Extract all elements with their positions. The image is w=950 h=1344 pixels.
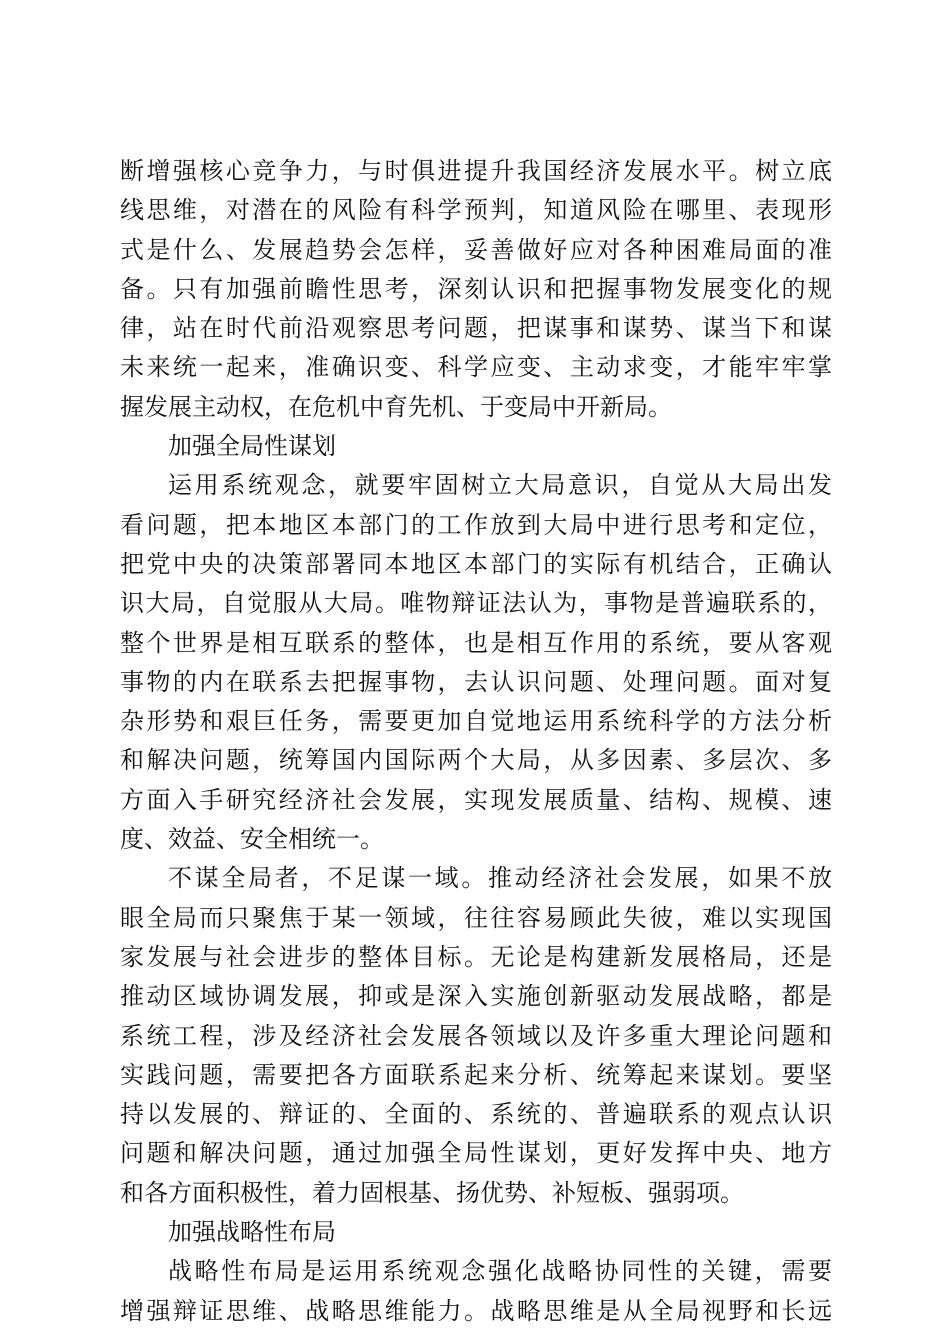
text-line: 和解决问题，统筹国内国际两个大局，从多因素、多层次、多 (120, 746, 832, 775)
text-line: 杂形势和艰巨任务，需要更加自觉地运用系统科学的方法分析 (120, 707, 832, 736)
text-line: 不谋全局者，不足谋一域。推动经济社会发展，如果不放 (168, 864, 832, 893)
section-heading-global-planning: 加强全局性谋划 (168, 432, 336, 461)
text-line: 握发展主动权，在危机中育先机、于变局中开新局。 (120, 392, 672, 421)
text-line: 和各方面积极性，着力固根基、扬优势、补短板、强弱项。 (120, 1178, 744, 1207)
text-line: 线思维，对潜在的风险有科学预判，知道风险在哪里、表现形 (120, 196, 832, 225)
text-line: 问题和解决问题，通过加强全局性谋划，更好发挥中央、地方 (120, 1139, 832, 1168)
paragraph-3 (120, 859, 832, 1213)
text-line: 家发展与社会进步的整体目标。无论是构建新发展格局，还是 (120, 942, 832, 971)
text-line: 备。只有加强前瞻性思考，深刻认识和把握事物发展变化的规 (120, 274, 832, 303)
paragraph-2 (120, 466, 832, 859)
text-line: 推动区域协调发展，抑或是深入实施创新驱动发展战略，都是 (120, 982, 832, 1011)
text-line: 系统工程，涉及经济社会发展各领域以及许多重大理论问题和 (120, 1021, 832, 1050)
paragraph-4 (120, 1252, 832, 1331)
text-line: 增强辩证思维、战略思维能力。战略思维是从全局视野和长远 (120, 1296, 832, 1325)
text-line: 律，站在时代前沿观察思考问题，把谋事和谋势、谋当下和谋 (120, 314, 832, 343)
text-line: 式是什么、发展趋势会怎样，妥善做好应对各种困难局面的准 (120, 235, 832, 264)
text-line: 事物的内在联系去把握事物，去认识问题、处理问题。面对复 (120, 667, 832, 696)
section-heading-strategic-layout: 加强战略性布局 (168, 1218, 336, 1247)
text-line: 运用系统观念，就要牢固树立大局意识，自觉从大局出发 (168, 471, 832, 500)
document-page (120, 152, 832, 1331)
text-line: 整个世界是相互联系的整体，也是相互作用的系统，要从客观 (120, 628, 832, 657)
text-line: 方面入手研究经济社会发展，实现发展质量、结构、规模、速 (120, 785, 832, 814)
paragraph-1 (120, 152, 832, 427)
text-line: 持以发展的、辩证的、全面的、系统的、普遍联系的观点认识 (120, 1100, 832, 1129)
text-line: 未来统一起来，准确识变、科学应变、主动求变，才能牢牢掌 (120, 353, 832, 382)
text-line: 把党中央的决策部署同本地区本部门的实际有机结合，正确认 (120, 549, 832, 578)
text-line: 断增强核心竞争力，与时俱进提升我国经济发展水平。树立底 (120, 157, 832, 185)
text-line: 战略性布局是运用系统观念强化战略协同性的关键，需要 (168, 1257, 832, 1286)
text-line: 实践问题，需要把各方面联系起来分析、统筹起来谋划。要坚 (120, 1060, 832, 1089)
text-line: 识大局，自觉服从大局。唯物辩证法认为，事物是普遍联系的， (120, 589, 832, 618)
text-line: 看问题，把本地区本部门的工作放到大局中进行思考和定位， (120, 510, 832, 539)
text-line: 度、效益、安全相统一。 (120, 825, 384, 854)
text-line: 眼全局而只聚焦于某一领域，往往容易顾此失彼，难以实现国 (120, 903, 832, 932)
